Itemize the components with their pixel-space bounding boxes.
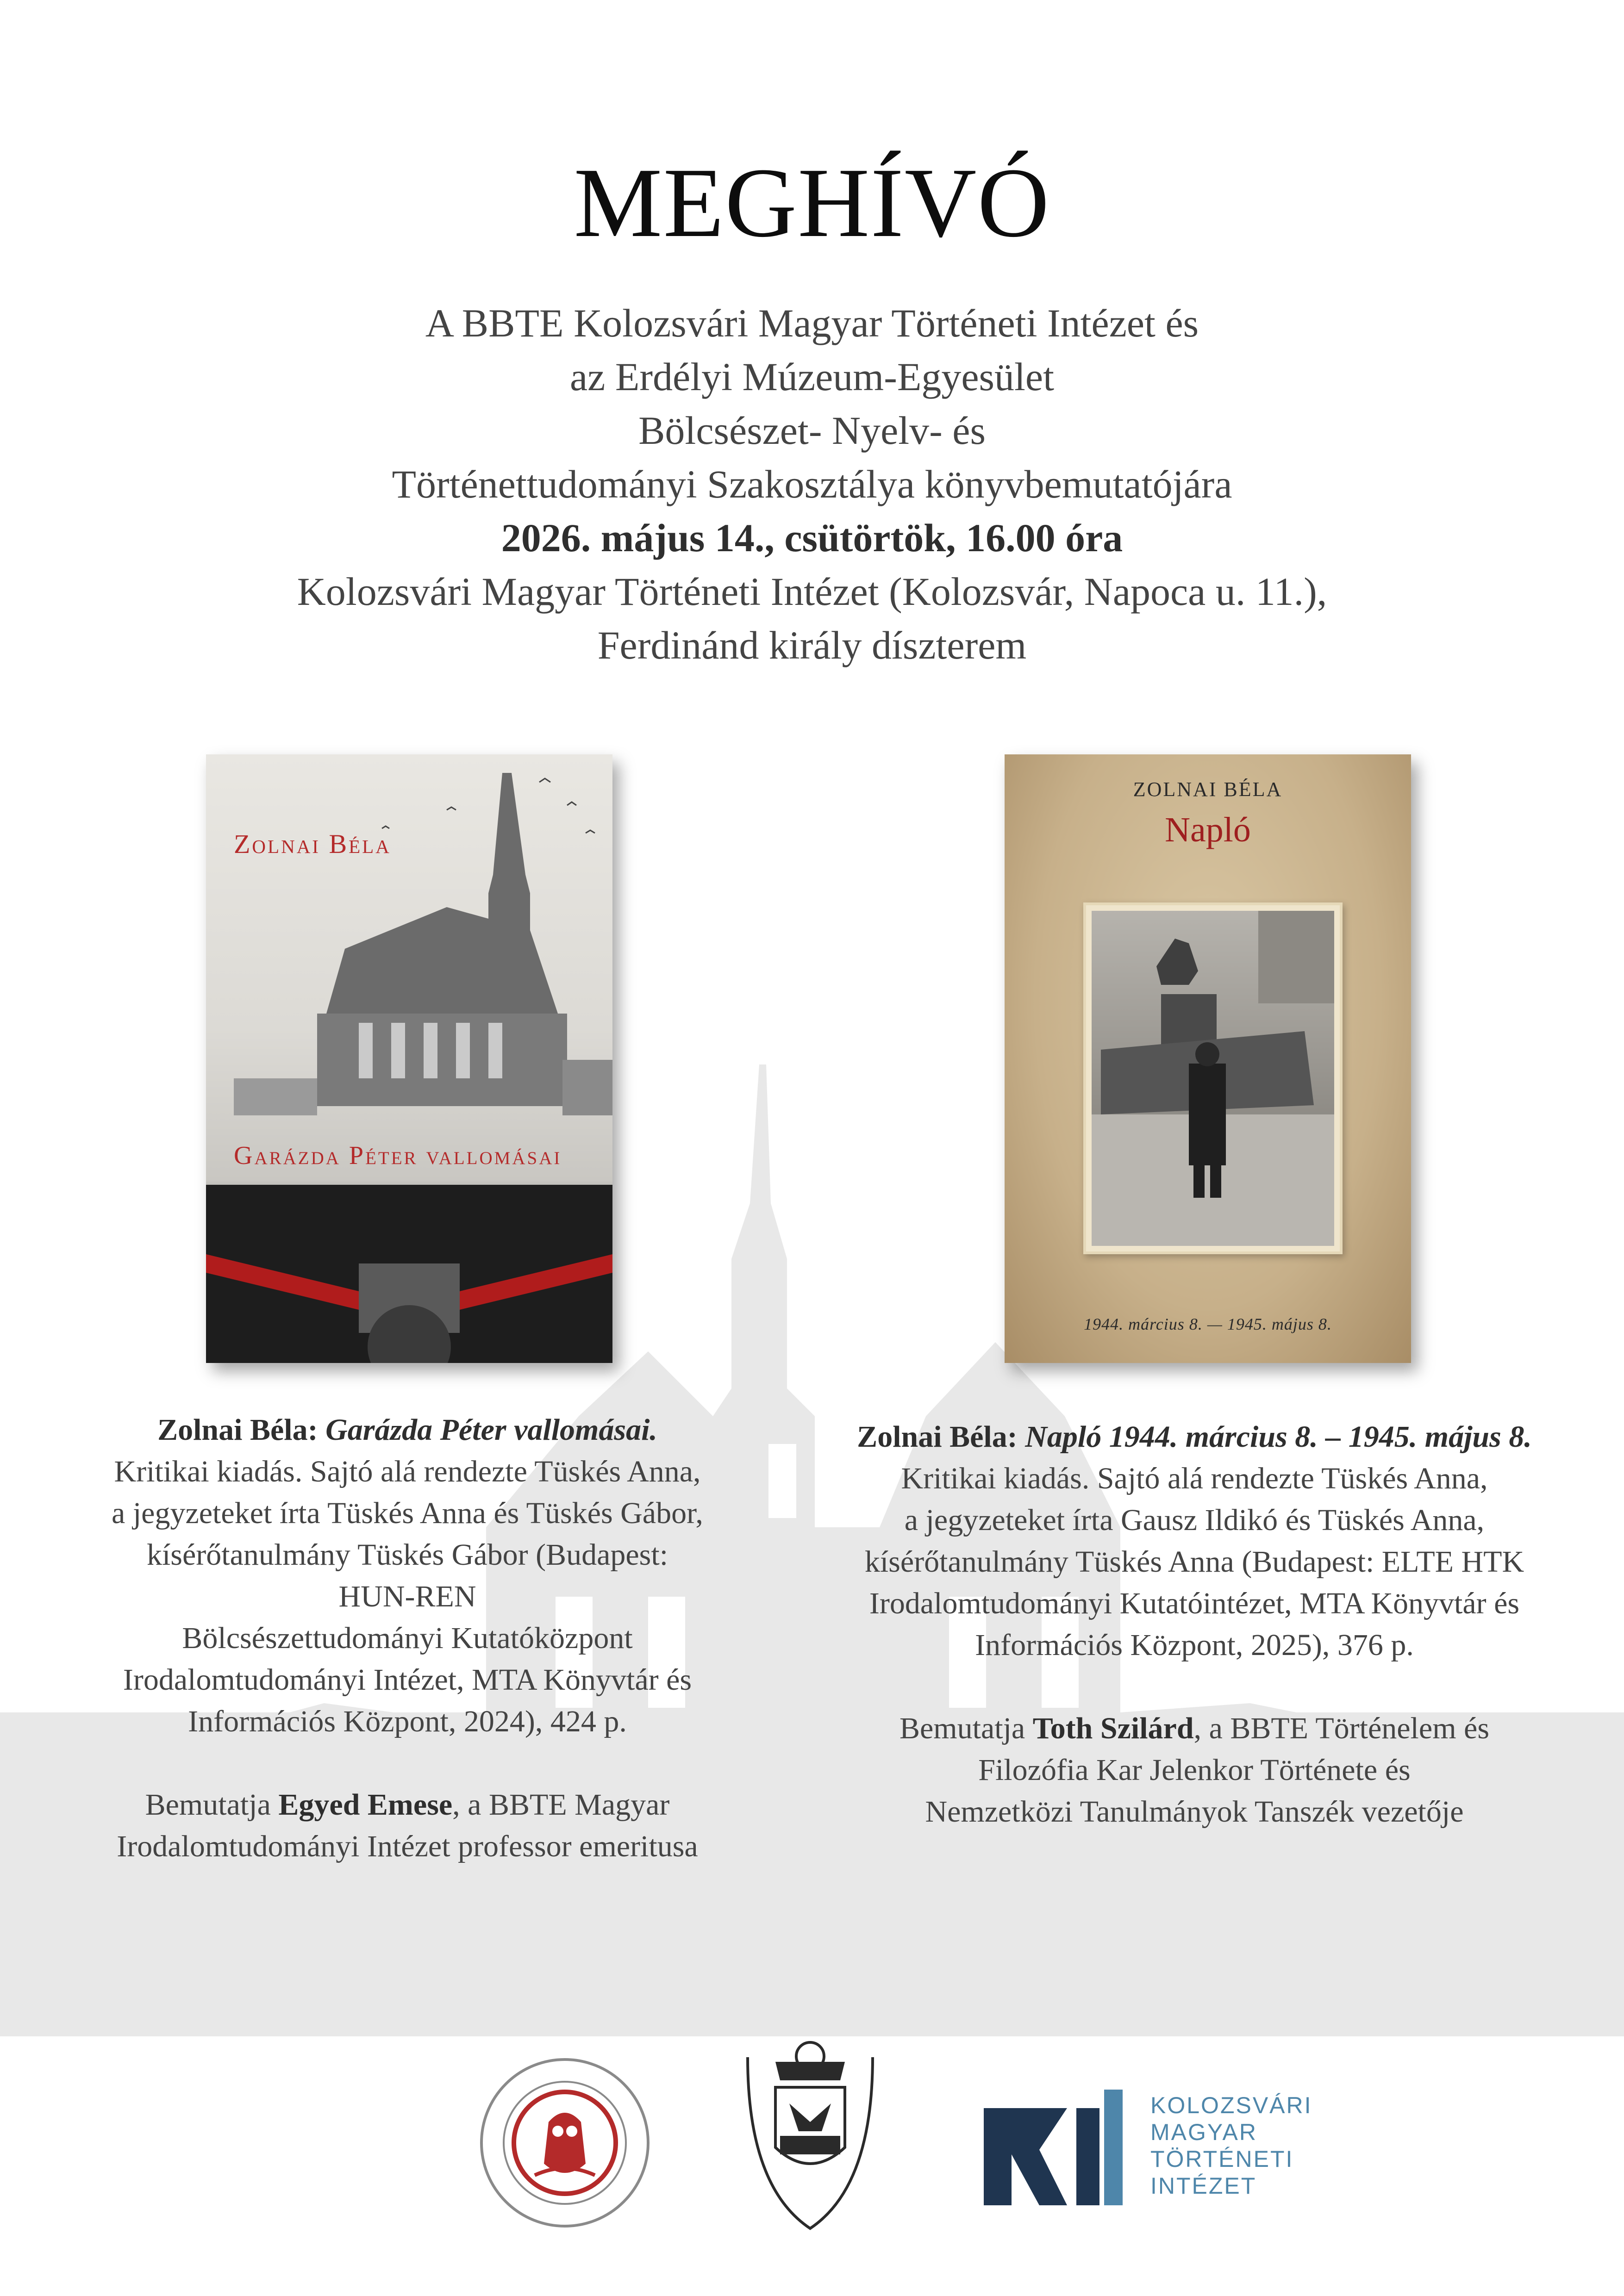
citation-line: a jegyzeteket írta Gausz Ildikó és Tüskés Anna, xyxy=(904,1503,1485,1537)
citation-title: Napló 1944. március 8. – 1945. május 8. xyxy=(1025,1420,1532,1454)
citation-line: Bölcsészettudományi Kutatóközpont xyxy=(182,1621,633,1655)
presenter-line: Nemzetközi Tanulmányok Tanszék vezetője xyxy=(925,1795,1464,1829)
presenter-prefix: Bemutatja xyxy=(899,1711,1025,1745)
citation-line: HUN-REN xyxy=(338,1580,476,1613)
kmti-logo-mark xyxy=(984,2090,1123,2205)
presenter-line: Irodalomtudományi Intézet professor emeritusa xyxy=(117,1829,698,1863)
citation-line: kísérőtanulmány Tüskés Anna (Budapest: ELTE HTK xyxy=(864,1545,1524,1579)
event-room: Ferdinánd király díszterem xyxy=(597,623,1027,667)
book-citation-title xyxy=(60,1409,755,1451)
presenter-line xyxy=(796,1708,1593,1749)
intro-line: Bölcsészet- Nyelv- és xyxy=(638,408,986,453)
citation-line: Irodalomtudományi Intézet, MTA Könyvtár és xyxy=(123,1663,692,1697)
presenter-name: Egyed Emese xyxy=(278,1788,453,1822)
citation-line: Információs Központ, 2024), 424 p. xyxy=(188,1705,627,1738)
citation-line: Információs Központ, 2025), 376 p. xyxy=(975,1628,1414,1662)
photo-frame xyxy=(1083,902,1343,1254)
presenter-line: Filozófia Kar Jelenkor Története és xyxy=(978,1753,1411,1787)
presenter-prefix: Bemutatja xyxy=(145,1788,271,1822)
citation-line: a jegyzeteket írta Tüskés Anna és Tüskés Gábor, xyxy=(112,1496,703,1530)
cover-author: ZOLNAI BÉLA xyxy=(1133,778,1283,801)
citation-title: Garázda Péter vallomásai. xyxy=(325,1413,657,1447)
cover-title: Garázda Péter vallomásai xyxy=(234,1141,562,1170)
citation-line: Kritikai kiadás. Sajtó alá rendezte Tüskés Anna, xyxy=(114,1455,701,1488)
event-location: Kolozsvári Magyar Történeti Intézet (Kolozsvár, Napoca u. 11.), xyxy=(297,569,1327,614)
citation-line: Kritikai kiadás. Sajtó alá rendezte Tüskés Anna, xyxy=(901,1462,1488,1495)
kmti-text-line: KOLOZSVÁRI xyxy=(1150,2092,1312,2118)
kmti-text-line: TÖRTÉNETI xyxy=(1150,2146,1294,2172)
cover-dates: 1944. március 8. — 1945. május 8. xyxy=(1084,1315,1332,1333)
presenter-role: , a BBTE Magyar xyxy=(452,1788,670,1822)
intro-line: Történettudományi Szakosztálya könyvbemutatójára xyxy=(392,462,1232,506)
event-date: 2026. május 14., csütörtök, 16.00 óra xyxy=(501,516,1123,560)
citation-author: Zolnai Béla: xyxy=(157,1413,318,1447)
presenter-role: , a BBTE Történelem és xyxy=(1193,1711,1490,1745)
book-description-right xyxy=(796,1416,1593,1833)
citation-author: Zolnai Béla: xyxy=(857,1420,1018,1454)
kmti-text-line: MAGYAR xyxy=(1150,2119,1257,2145)
cover-author: Zolnai Béla xyxy=(234,829,391,859)
intro-line: az Erdélyi Múzeum-Egyesület xyxy=(570,355,1054,399)
historical-photo xyxy=(1092,911,1334,1246)
citation-line: Irodalomtudományi Kutatóintézet, MTA Könyvtár és xyxy=(869,1587,1520,1620)
presenter-line xyxy=(60,1784,755,1826)
book-citation-title xyxy=(796,1416,1593,1458)
book-description-left xyxy=(60,1409,755,1867)
book-cover-naplo xyxy=(1005,754,1411,1363)
kmti-text-line: INTÉZET xyxy=(1150,2173,1257,2199)
presenter-name: Toth Szilárd xyxy=(1032,1711,1194,1745)
page-title: MEGHÍVÓ xyxy=(574,147,1050,258)
cover-title: Napló xyxy=(1165,810,1251,849)
statue-and-man-photo xyxy=(1092,911,1334,1246)
eme-coat-of-arms-logo xyxy=(720,2029,900,2242)
book-cover-garazda xyxy=(206,754,612,1363)
kmti-logo-text xyxy=(1150,2092,1312,2199)
citation-line: kísérőtanulmány Tüskés Gábor (Budapest: xyxy=(146,1538,668,1572)
invitation-intro xyxy=(93,296,1531,672)
intro-line: A BBTE Kolozsvári Magyar Történeti Intézet és xyxy=(425,301,1199,345)
bbte-seal-logo xyxy=(479,2057,650,2228)
